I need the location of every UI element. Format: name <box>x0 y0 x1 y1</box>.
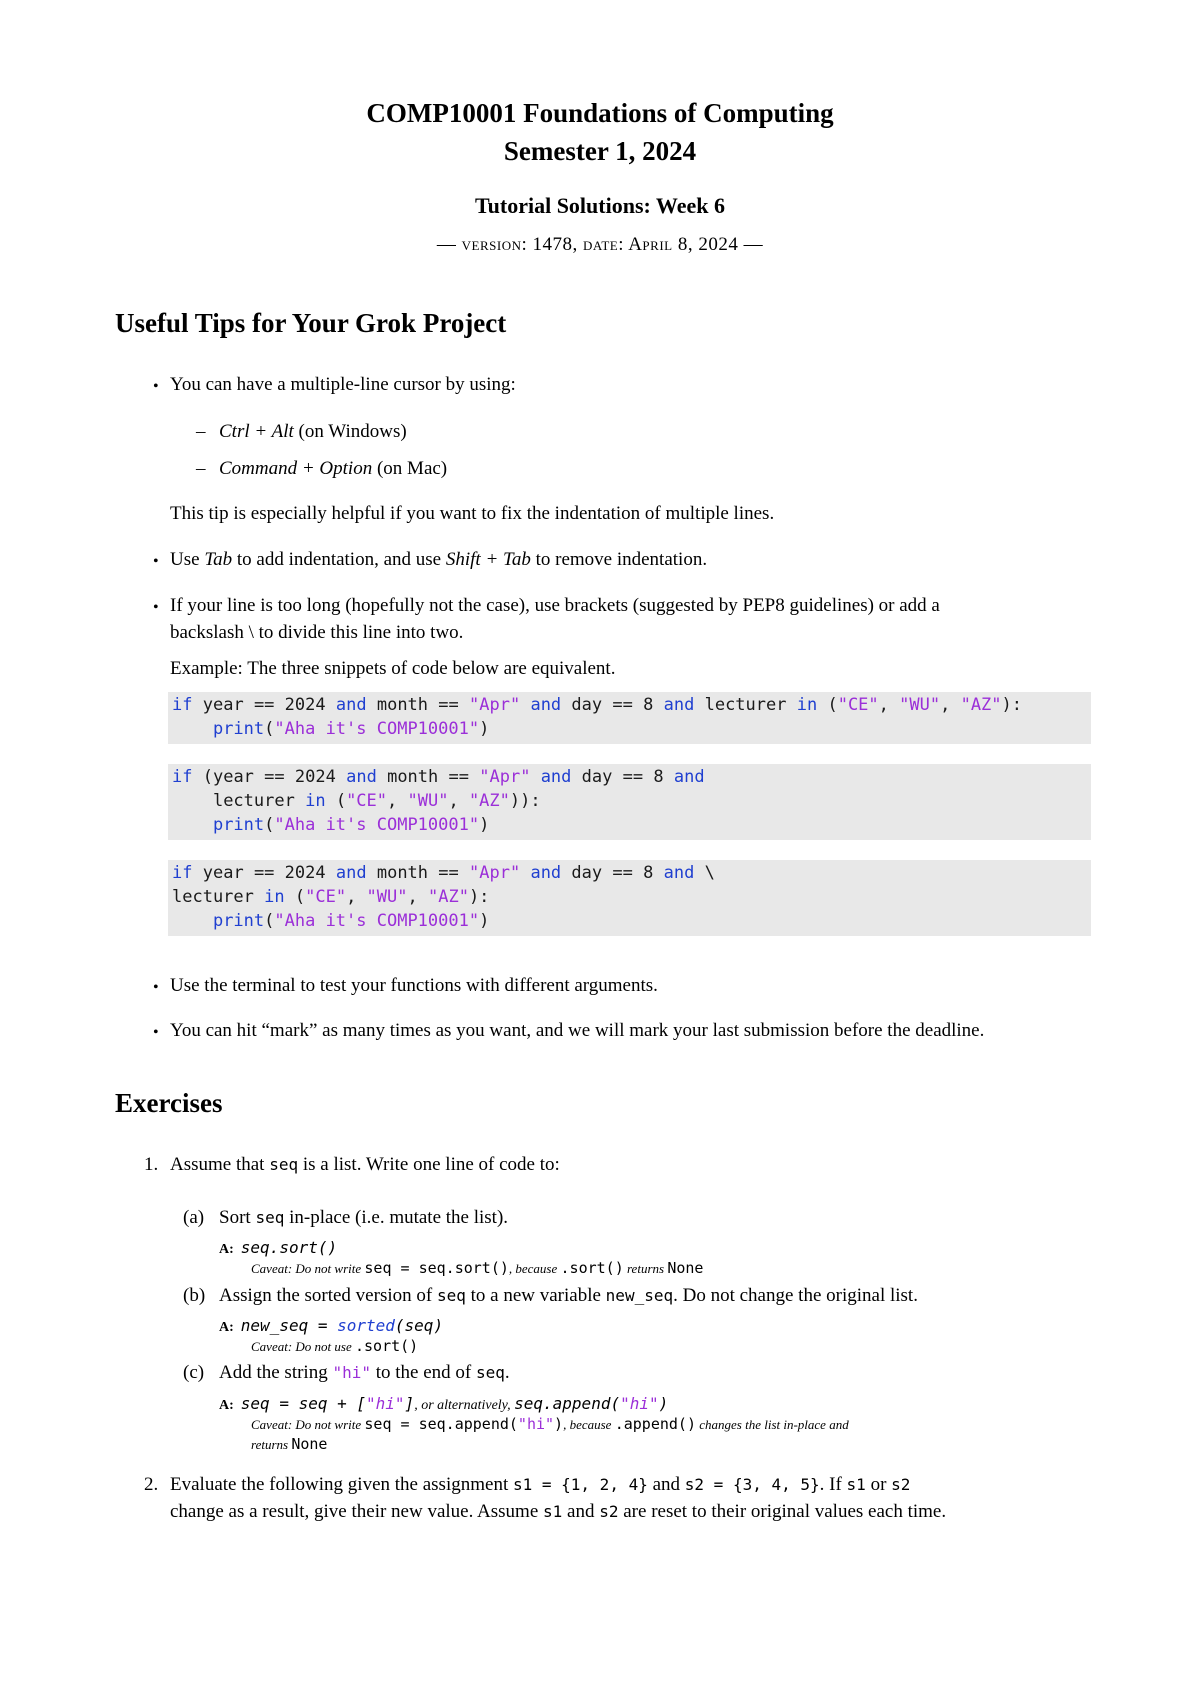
bullet-icon: • <box>153 553 159 570</box>
bullet-icon: • <box>153 1024 159 1041</box>
dash-icon: – <box>196 458 206 479</box>
tip-mac-keys: Command + Option (on Mac) <box>219 458 448 479</box>
tip-mark: You can hit “mark” as many times as you want, and we will mark your last submission before the deadline. <box>170 1020 985 1041</box>
code-snippet-1: if year == 2024 and month == "Apr" and day == 8 and lecturer in ("CE", "WU", "AZ"): print("Aha it's COMP10001") <box>168 692 1091 744</box>
tip-tab-indent: Use Tab to add indentation, and use Shift + Tab to remove indentation. <box>170 549 708 570</box>
question-1-text: Assume that seq is a list. Write one line of code to: <box>170 1154 560 1175</box>
tip-multiline-cursor: You can have a multiple-line cursor by using: <box>170 374 516 395</box>
caveat-1c: Caveat: Do not write seq = seq.append("hi"), because .append() changes the list in-place and <box>251 1415 849 1433</box>
tip-long-line-2: backslash \ to divide this line into two. <box>170 622 464 643</box>
bullet-icon: • <box>153 979 159 996</box>
question-1a-label: (a) <box>183 1207 205 1228</box>
version-line: — version: 1478, date: April 8, 2024 — <box>436 234 764 255</box>
bullet-icon: • <box>153 599 159 616</box>
document-subtitle: Tutorial Solutions: Week 6 <box>474 193 725 218</box>
answer-1a: A: seq.sort() <box>219 1238 338 1257</box>
example-label: Example: The three snippets of code below are equivalent. <box>170 658 616 679</box>
question-1a-text: Sort seq in-place (i.e. mutate the list). <box>219 1207 509 1228</box>
exercises-heading: Exercises <box>115 1088 223 1118</box>
tips-heading: Useful Tips for Your Grok Project <box>115 308 507 338</box>
dash-icon: – <box>196 421 206 442</box>
question-2-text: Evaluate the following given the assignment s1 = {1, 2, 4} and s2 = {3, 4, 5}. If s1 or s2 <box>170 1474 911 1495</box>
course-title: COMP10001 Foundations of Computing <box>366 98 834 128</box>
question-1c-text: Add the string "hi" to the end of seq. <box>219 1362 510 1383</box>
answer-1c: A: seq = seq + ["hi"], or alternatively, seq.append("hi") <box>219 1394 669 1413</box>
caveat-1c-line2: returns None <box>251 1435 328 1453</box>
caveat-1a: Caveat: Do not write seq = seq.sort(), because .sort() returns None <box>251 1259 704 1277</box>
question-1b-text: Assign the sorted version of seq to a new variable new_seq. Do not change the original list. <box>219 1285 918 1306</box>
question-1c-label: (c) <box>183 1362 205 1383</box>
question-1b-label: (b) <box>183 1285 206 1306</box>
tip-note: This tip is especially helpful if you want to fix the indentation of multiple lines. <box>170 503 775 524</box>
code-snippet-3: if year == 2024 and month == "Apr" and day == 8 and \ lecturer in ("CE", "WU", "AZ"): print("Aha it's COMP10001") <box>168 860 1091 936</box>
caveat-1b: Caveat: Do not use .sort() <box>251 1337 419 1355</box>
question-1-number: 1. <box>144 1154 159 1175</box>
question-2-number: 2. <box>144 1474 159 1495</box>
bullet-icon: • <box>153 378 159 395</box>
tip-long-line: If your line is too long (hopefully not the case), use brackets (suggested by PEP8 guidelines) or add a <box>170 595 940 616</box>
semester-title: Semester 1, 2024 <box>503 136 697 166</box>
question-2-text-line2: change as a result, give their new value. Assume s1 and s2 are reset to their original values each time. <box>170 1501 947 1522</box>
tip-terminal: Use the terminal to test your functions with different arguments. <box>170 975 658 996</box>
tip-windows-keys: Ctrl + Alt (on Windows) <box>219 421 407 442</box>
code-snippet-2: if (year == 2024 and month == "Apr" and day == 8 and lecturer in ("CE", "WU", "AZ")): print("Aha it's COMP10001") <box>168 764 1091 840</box>
answer-1b: A: new_seq = sorted(seq) <box>219 1316 444 1335</box>
